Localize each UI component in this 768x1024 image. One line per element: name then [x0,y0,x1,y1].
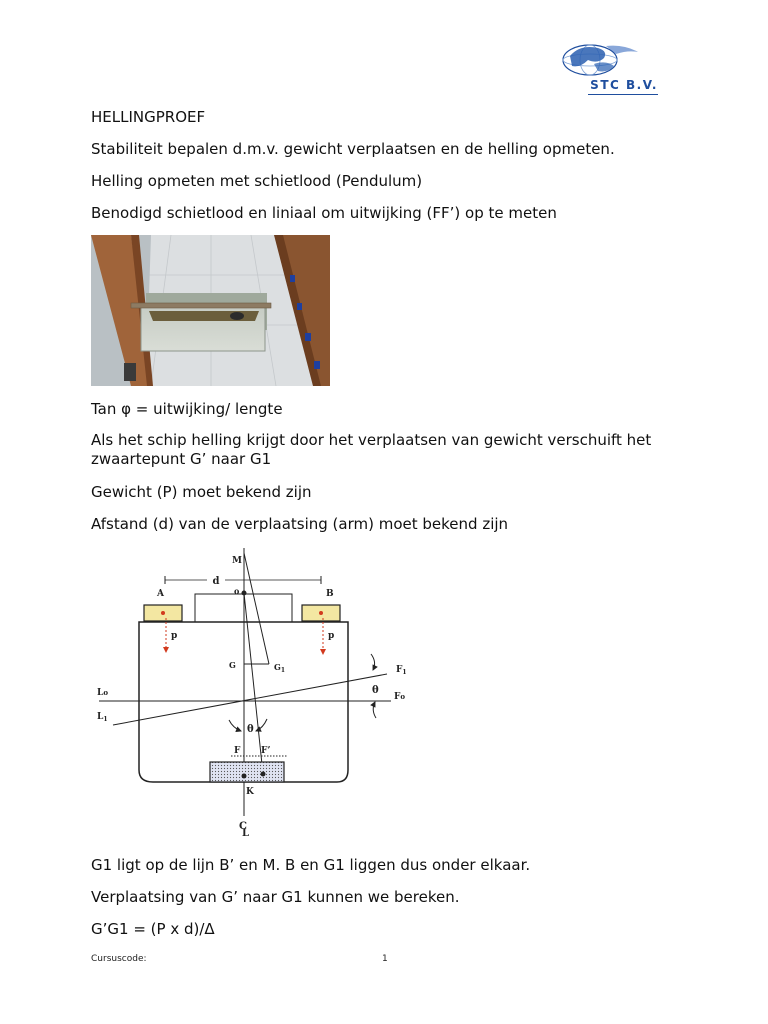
logo-text: STC B.V. [590,78,658,92]
label-theta-right: θ [372,685,379,696]
paragraph-pendulum: Helling opmeten met schietlood (Pendulum) [91,172,423,190]
globe-logo-icon [558,42,660,82]
label-cl-l: L [242,828,250,839]
label-b: B [326,589,334,599]
stc-logo [558,42,660,96]
paragraph-displacement: Verplaatsing van G’ naar G1 kunnen we bereken. [91,888,460,906]
label-k: K [246,787,254,797]
label-f0: Fo [394,692,406,702]
label-l1: $L_1$ [97,712,108,723]
label-p-left: p [171,631,178,641]
label-theta-center: θ [247,724,254,735]
label-f-prime: F’ [261,746,271,756]
pendulum-photo [91,235,330,386]
label-d: d [212,576,220,587]
label-cl-c: C [239,821,247,832]
label-f: F [234,746,241,756]
paragraph-stability: Stabiliteit bepalen d.m.v. gewicht verplaatsen en de helling opmeten. [91,140,615,158]
label-m: M [232,556,242,566]
paragraph-g1-line: G1 ligt op de lijn B’ en M. B en G1 liggen dus onder elkaar. [91,856,531,874]
logo-underline [588,94,658,95]
label-f1: $F_1$ [396,665,407,676]
footer-page-number: 1 [382,954,388,964]
paragraph-requirements: Benodigd schietlood en liniaal om uitwijking (FF’) op te meten [91,204,557,222]
label-o: o [234,586,240,596]
paragraph-weight-known: Gewicht (P) moet bekend zijn [91,483,312,501]
label-l0: Lo [97,688,108,698]
label-a: A [157,589,164,599]
label-g1: $G_1$ [274,662,286,674]
damper-bath [210,762,284,782]
page-heading: HELLINGPROEF [91,108,206,126]
label-p-right: p [328,631,335,641]
paragraph-distance-known: Afstand (d) van de verplaatsing (arm) moet bekend zijn [91,515,509,533]
formula-gg1: G’G1 = (P x d)/Δ [91,920,215,938]
formula-tan: Tan φ = uitwijking/ lengte [91,400,283,418]
waterline-l1-f1 [113,674,387,725]
inclining-experiment-diagram [91,548,421,840]
label-g: G [229,660,236,670]
paragraph-center-of-gravity-shift: Als het schip helling krijgt door het verplaatsen van gewicht verschuift het zwaartepunt G’ naar G1 [91,431,652,468]
footer-course-code: Cursuscode: [91,954,147,964]
